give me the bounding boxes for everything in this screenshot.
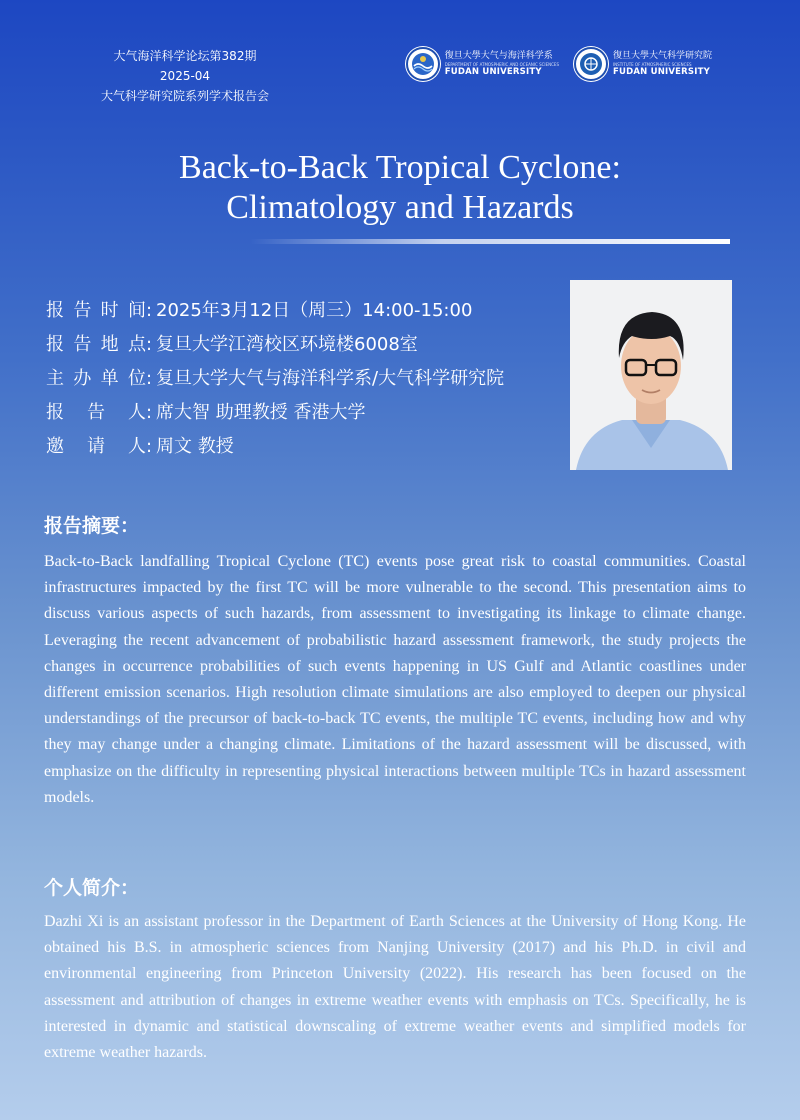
abstract-heading: 报告摘要： (44, 515, 140, 537)
title-line-1: Back-to-Back Tropical Cyclone: (179, 149, 621, 186)
info-row-location: 报告地点 : 复旦大学江湾校区环境楼6008室 (46, 328, 504, 362)
header-block (70, 46, 300, 106)
date-line: 2025-04 (159, 69, 211, 83)
info-value: 复旦大学大气与海洋科学系/大气科学研究院 (156, 368, 505, 389)
info-row-host: 主办单位 : 复旦大学大气与海洋科学系/大气科学研究院 (46, 362, 504, 396)
talk-title (0, 148, 800, 228)
speaker-photo (570, 280, 732, 470)
info-row-speaker: 报告人 : 席大智 助理教授 香港大学 (46, 396, 504, 430)
forum-line: 大气海洋科学论坛第382期 (113, 49, 257, 63)
info-value: 复旦大学江湾校区环境楼6008室 (156, 334, 418, 355)
event-info (46, 294, 504, 464)
institute-logo-cn: 復旦大學大气科学研究院 (612, 51, 712, 61)
info-value: 2025年3月12日（周三）14:00-15:00 (156, 300, 473, 321)
info-label: 报告地点 (46, 334, 146, 355)
dept-logo-cn: 復旦大學大气与海洋科学系 (444, 51, 553, 61)
info-row-inviter: 邀请人 : 周文 教授 (46, 430, 504, 464)
bio-text: Dazhi Xi is an assistant professor in the Department of Earth Sciences at the University of Hong Kong. He obtained his B.S. in atmospheric sciences from Nanjing University (2017) and his Ph.D. in civil and environmental engineering from Princeton University (2022). His research has been focused on the assessment and attribution of changes in extreme weather events with emphasis on TCs. Specifically, he is interested in dynamic and statistical downscaling of extreme weather events and simplified models for extreme weather hazards. (44, 913, 746, 1062)
dept-logo (405, 46, 559, 82)
institute-logo (573, 46, 712, 82)
info-value: 周文 教授 (156, 436, 234, 457)
institute-logo-en: FUDAN UNIVERSITY (612, 67, 710, 77)
logo-group (405, 46, 712, 82)
info-label: 报告时间 (46, 300, 146, 321)
title-line-2: Climatology and Hazards (226, 189, 574, 226)
title-divider (250, 239, 730, 244)
dept-logo-sub: DEPARTMENT OF ATMOSPHERIC AND OCEANIC SCIENCES (444, 62, 559, 67)
info-label: 报告人 (46, 402, 146, 423)
abstract-text: Back-to-Back landfalling Tropical Cyclone (TC) events pose great risk to coastal communities. Coastal infrastructures impacted by the first TC will be more vulnerable to the second. This presentation aims to discuss various aspects of such hazards, from assessment to investigating its linkage to climate change. Leveraging the recent advancement of probabilistic hazard assessment framework, the study projects the changes in occurrence probabilities of such events happening in US Gulf and Atlantic coastlines under different emission scenarios. High resolution climate simulations are also employed to deepen our physical understandings of the precursor of back-to-back TC events, the multiple TC events, including how and why they may change under a changing climate. Limitations of the hazard assessment will be discussed, with emphasize on the difficulty in representing physical interactions between multiple TCs in hazard assessment models. (44, 553, 746, 806)
bio-heading: 个人简介： (44, 877, 140, 899)
info-label: 邀请人 (46, 436, 146, 457)
info-value: 席大智 助理教授 香港大学 (156, 402, 366, 423)
institute-logo-sub: INSTITUTE OF ATMOSPHERIC SCIENCES (612, 62, 692, 67)
fudan-institute-seal-icon (573, 46, 609, 82)
info-label: 主办单位 (46, 368, 146, 389)
dept-logo-en: FUDAN UNIVERSITY (444, 67, 542, 77)
series-line: 大气科学研究院系列学术报告会 (100, 89, 269, 103)
fudan-dept-seal-icon (405, 46, 441, 82)
info-row-time: 报告时间 : 2025年3月12日（周三）14:00-15:00 (46, 294, 504, 328)
